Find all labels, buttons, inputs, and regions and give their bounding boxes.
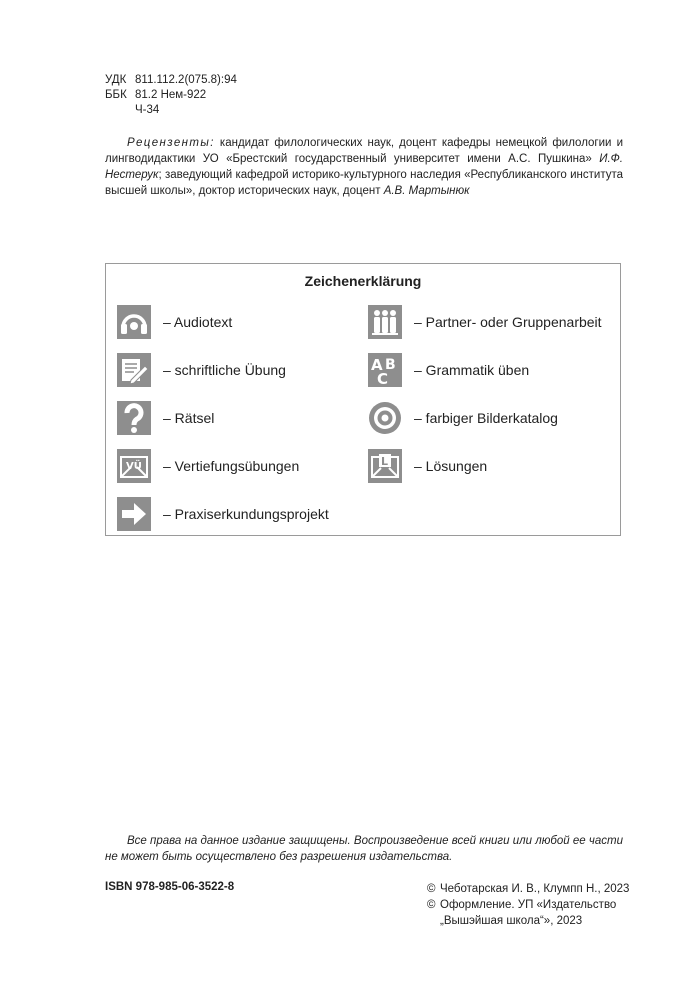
legend-item-grammar	[368, 353, 529, 387]
legend-item-solutions	[368, 449, 487, 483]
reviewers-label: Рецензенты:	[127, 137, 215, 149]
bbk-label: ББК	[105, 89, 127, 101]
envelope-vu-icon	[117, 449, 151, 483]
group-icon	[368, 305, 402, 339]
arrow-icon	[117, 497, 151, 531]
svg-text:VÜ: VÜ	[126, 461, 142, 472]
udk-value: 811.112.2(075.8):94	[135, 74, 237, 86]
legend-box	[105, 263, 621, 536]
copyright-line-1: Чеботарская И. В., Клумпп Н., 2023	[440, 883, 630, 895]
target-icon	[368, 401, 402, 435]
abc-icon	[368, 353, 402, 387]
headphones-icon	[117, 305, 151, 339]
legend-item-written	[117, 353, 286, 387]
copyright-block	[427, 881, 629, 929]
legend-label-solutions: – Lösungen	[414, 458, 488, 474]
udk-label: УДК	[105, 74, 127, 86]
copyright-symbol-2: ©	[427, 899, 436, 911]
reviewer-name-2: А.В. Мартынюк	[383, 185, 470, 197]
svg-text:A: A	[371, 356, 383, 374]
copyright-line-2: Оформление. УП «Издательство	[440, 899, 617, 911]
svg-text:L: L	[381, 455, 389, 468]
question-icon	[117, 401, 151, 435]
legend-item-deepening	[117, 449, 299, 483]
legend-label-grammar: – Grammatik üben	[414, 362, 530, 378]
legend-label-audiotext: – Audiotext	[163, 314, 233, 330]
rights-text: Все права на данное издание защищены. Воспроизведение всей книги или любой ее части не может быть осуществлено без разрешения издательства.	[105, 835, 623, 863]
reviewers-paragraph	[105, 135, 623, 199]
classification-block	[105, 73, 237, 118]
svg-text:B: B	[385, 357, 396, 373]
envelope-l-icon	[368, 449, 402, 483]
bbk-value: 81.2 Нем-922	[135, 89, 207, 101]
legend-label-deepening: – Vertiefungsübungen	[163, 458, 300, 474]
legend-label-group-work: – Partner- oder Gruppenarbeit	[414, 314, 602, 330]
isbn: ISBN 978-985-06-3522-8	[105, 881, 235, 893]
legend-item-puzzle	[117, 401, 214, 435]
legend-item-catalog	[368, 401, 558, 435]
legend-item-project	[117, 497, 329, 531]
author-mark: Ч-34	[135, 104, 160, 116]
legend-label-project: – Praxiserkundungsprojekt	[163, 506, 329, 522]
copyright-line-3: „Вышэйшая школа“», 2023	[440, 915, 583, 927]
copyright-symbol-1: ©	[427, 883, 436, 895]
reviewers-text-2: ; заведующий кафедрой историко-культурного наследия «Республиканского института высшей школы», доктор исторических наук, доцент	[105, 169, 623, 197]
pencil-icon	[117, 353, 151, 387]
legend-title: Zeichenerklärung	[304, 273, 422, 289]
reviewers-text-1: кандидат филологических наук, доцент кафедры немецкой филологии и лингводидактики УО «Брестский государственный университет имени А.С. Пушкина»	[105, 137, 623, 165]
reviewer-name-1: И.Ф. Нестерук	[105, 153, 623, 181]
legend-item-audiotext	[117, 305, 232, 339]
legend-label-written: – schriftliche Übung	[163, 362, 286, 378]
legend-label-puzzle: – Rätsel	[163, 410, 215, 426]
legend-item-group-work	[368, 305, 602, 339]
svg-text:C: C	[377, 370, 389, 387]
legend-label-catalog: – farbiger Bilderkatalog	[414, 410, 558, 426]
rights-notice	[105, 833, 623, 865]
